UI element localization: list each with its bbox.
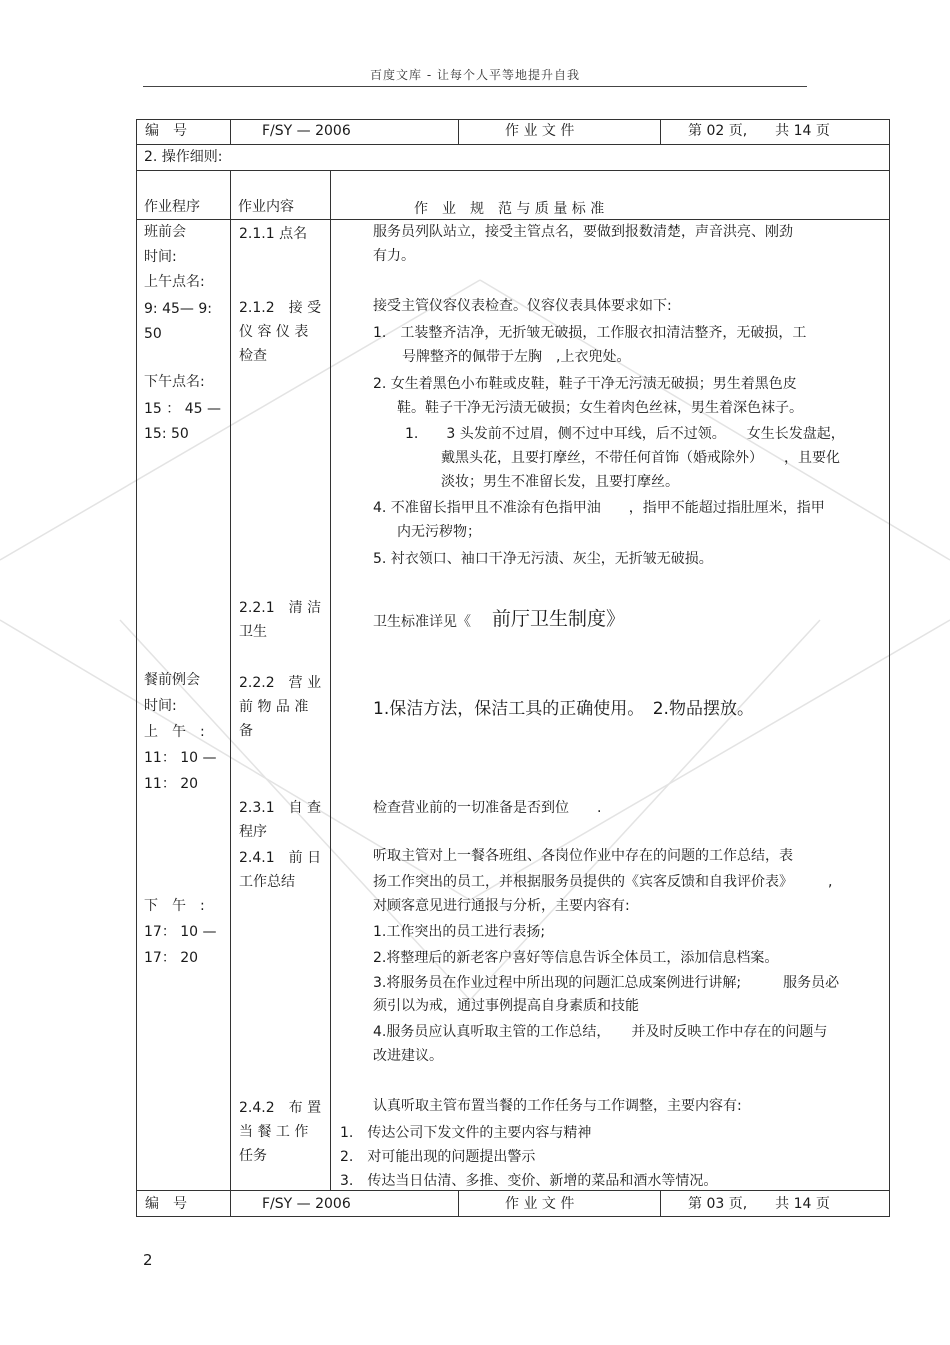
std-2-1-2-item2-b: 鞋。鞋子干净无污渍无破损；女生着肉色丝袜，男生着深色袜子。 [397, 400, 803, 416]
std-2-4-1-item3-a: 3.将服务员在作业过程中所出现的问题汇总成案例进行讲解; 服务员必 [373, 975, 840, 991]
std-2-4-2-intro: 认真听取主管布置当餐的工作任务与工作调整，主要内容有: [373, 1098, 742, 1114]
content-2-2-1-a: 2.2.1 清 洁 [239, 600, 322, 616]
proc-pm-time-b: 17： 20 [144, 950, 199, 966]
proc-am-label: 上 午 : [144, 724, 205, 740]
content-2-4-2-c: 任务 [239, 1148, 267, 1164]
bottom-row-doc-type: 作 业 文 件 [505, 1196, 575, 1212]
proc-morning-time-a: 9: 45— 9: [144, 301, 212, 317]
std-2-1-2-item4-a: 4. 不准留长指甲且不准涂有色指甲油 ，指甲不能超过指肚厘米，指甲 [373, 500, 825, 516]
content-2-1-2-c: 检查 [239, 348, 267, 364]
std-2-4-2-item1: 1. 传达公司下发文件的主要内容与精神 [340, 1125, 592, 1141]
std-2-2-1-title: 前厅卫生制度》 [492, 608, 626, 630]
body-col-divider-2 [330, 170, 331, 1190]
proc-afternoon-rollcall: 下午点名: [144, 374, 205, 390]
proc-morning-time-b: 50 [144, 326, 162, 342]
table-left-border [136, 119, 137, 1216]
std-2-1-2-item1-b: 号牌整齐的佩带于左胸 ,上衣兜处。 [402, 349, 631, 365]
std-2-4-1-item2: 2.将整理后的新老客户喜好等信息告诉全体员工，添加信息档案。 [373, 950, 779, 966]
content-2-4-2-b: 当 餐 工 作 [239, 1124, 309, 1140]
proc-meeting-before-shift: 班前会 [144, 224, 186, 240]
std-2-4-1-a: 听取主管对上一餐各班组、各岗位作业中存在的问题的工作总结，表 [373, 848, 793, 864]
content-2-2-2-c: 备 [239, 723, 253, 739]
std-2-3-1: 检查营业前的一切准备是否到位 . [373, 800, 602, 816]
std-2-1-2-item1-a: 1. 工装整齐洁净，无折皱无破损，工作服衣扣清洁整齐，无破损，工 [373, 325, 807, 341]
content-2-1-2-a: 2.1.2 接 受 [239, 300, 322, 316]
table-right-border [889, 119, 890, 1216]
page-number: 2 [143, 1251, 153, 1269]
top-row-doc-type: 作 业 文 件 [505, 123, 575, 139]
proc-pm-time-a: 17： 10 — [144, 924, 217, 940]
std-2-1-2-item3-c: 淡妆；男生不准留长发，且要打摩丝。 [441, 474, 679, 490]
body-col-divider-1 [230, 170, 231, 1190]
top-row-code: F/SY — 2006 [262, 123, 351, 139]
row-divider-1 [136, 144, 890, 145]
col-header-procedure: 作业程序 [144, 199, 200, 215]
std-2-2-1-prefix: 卫生标准详见《 [373, 614, 471, 630]
content-2-2-2-a: 2.2.2 营 业 [239, 675, 322, 691]
bottom-col-divider-2 [458, 1190, 459, 1216]
top-col-divider-1 [230, 119, 231, 144]
std-2-4-2-item2: 2. 对可能出现的问题提出警示 [340, 1149, 536, 1165]
std-2-1-2-item2-a: 2. 女生着黑色小布鞋或皮鞋，鞋子干净无污渍无破损；男生着黑色皮 [373, 376, 797, 392]
proc-afternoon-time-a: 15 ： 45 — [144, 401, 221, 417]
content-2-2-2-b: 前 物 品 准 [239, 699, 309, 715]
section-title: 2. 操作细则: [144, 149, 223, 165]
table-bottom-border [136, 1216, 890, 1217]
std-2-1-2-item3-b: 戴黑头花，且要打摩丝，不带任何首饰（婚戒除外） ，且要化 [441, 450, 840, 466]
std-2-2-2: 1.保洁方法，保洁工具的正确使用。 2.物品摆放。 [373, 699, 754, 719]
content-2-2-1-b: 卫生 [239, 624, 267, 640]
bottom-row-label: 编 号 [145, 1196, 187, 1212]
content-2-4-1-b: 工作总结 [239, 874, 295, 890]
col-header-standard: 作 业 规 范 与 质 量 标 准 [414, 201, 605, 217]
proc-meal-meeting: 餐前例会 [144, 672, 200, 688]
proc-am-time-b: 11： 20 [144, 776, 199, 792]
content-2-4-2-a: 2.4.2 布 置 [239, 1100, 322, 1116]
top-row-label: 编 号 [145, 123, 187, 139]
std-2-1-1-b: 有力。 [373, 248, 415, 264]
std-2-4-2-item3: 3. 传达当日估清、多推、变价、新增的菜品和酒水等情况。 [340, 1173, 718, 1189]
std-2-1-1-a: 服务员列队站立，接受主管点名，要做到报数清楚，声音洪亮、刚劲 [373, 224, 793, 240]
content-2-4-1-a: 2.4.1 前 日 [239, 850, 322, 866]
row-divider-2 [136, 170, 890, 171]
content-2-3-1-a: 2.3.1 自 查 [239, 800, 322, 816]
col-header-content: 作业内容 [238, 199, 294, 215]
std-2-1-2-item3-a: 1. 3 头发前不过眉，侧不过中耳线，后不过领。 女生长发盘起， [405, 426, 845, 442]
proc-morning-rollcall: 上午点名: [144, 274, 205, 290]
std-2-4-1-b: 扬工作突出的员工，并根据服务员提供的《宾客反馈和自我评价表》 , [373, 874, 833, 890]
top-col-divider-3 [660, 119, 661, 144]
page-header: 百度文库 - 让每个人平等地提升自我 [370, 68, 580, 82]
header-rule [143, 86, 807, 87]
content-2-1-1: 2.1.1 点名 [239, 226, 308, 242]
bottom-row-code: F/SY — 2006 [262, 1196, 351, 1212]
std-2-1-2-item4-b: 内无污秽物； [397, 524, 481, 540]
proc-pm-label: 下 午 : [144, 898, 205, 914]
top-row-page-info: 第 02 页, 共 14 页 [688, 123, 830, 139]
std-2-1-2-intro: 接受主管仪容仪表检查。仪容仪表具体要求如下: [373, 298, 672, 314]
content-2-1-2-b: 仪 容 仪 表 [239, 324, 309, 340]
proc-time-label-1: 时间: [144, 249, 177, 265]
proc-time-label-2: 时间: [144, 698, 177, 714]
top-col-divider-2 [458, 119, 459, 144]
std-2-4-1-c: 对顾客意见进行通报与分析，主要内容有: [373, 898, 630, 914]
bottom-col-divider-1 [230, 1190, 231, 1216]
std-2-4-1-item1: 1.工作突出的员工进行表扬; [373, 924, 546, 940]
std-2-4-1-item3-b: 须引以为戒，通过事例提高自身素质和技能 [373, 998, 639, 1014]
proc-afternoon-time-b: 15: 50 [144, 426, 189, 442]
proc-am-time-a: 11： 10 — [144, 750, 217, 766]
std-2-4-1-item4-b: 改进建议。 [373, 1048, 443, 1064]
std-2-4-1-item4-a: 4.服务员应认真听取主管的工作总结， 并及时反映工作中存在的问题与 [373, 1024, 828, 1040]
bottom-row-page-info: 第 03 页, 共 14 页 [688, 1196, 830, 1212]
content-2-3-1-b: 程序 [239, 824, 267, 840]
std-2-1-2-item5: 5. 衬衣领口、袖口干净无污渍、灰尘，无折皱无破损。 [373, 551, 713, 567]
bottom-col-divider-3 [660, 1190, 661, 1216]
